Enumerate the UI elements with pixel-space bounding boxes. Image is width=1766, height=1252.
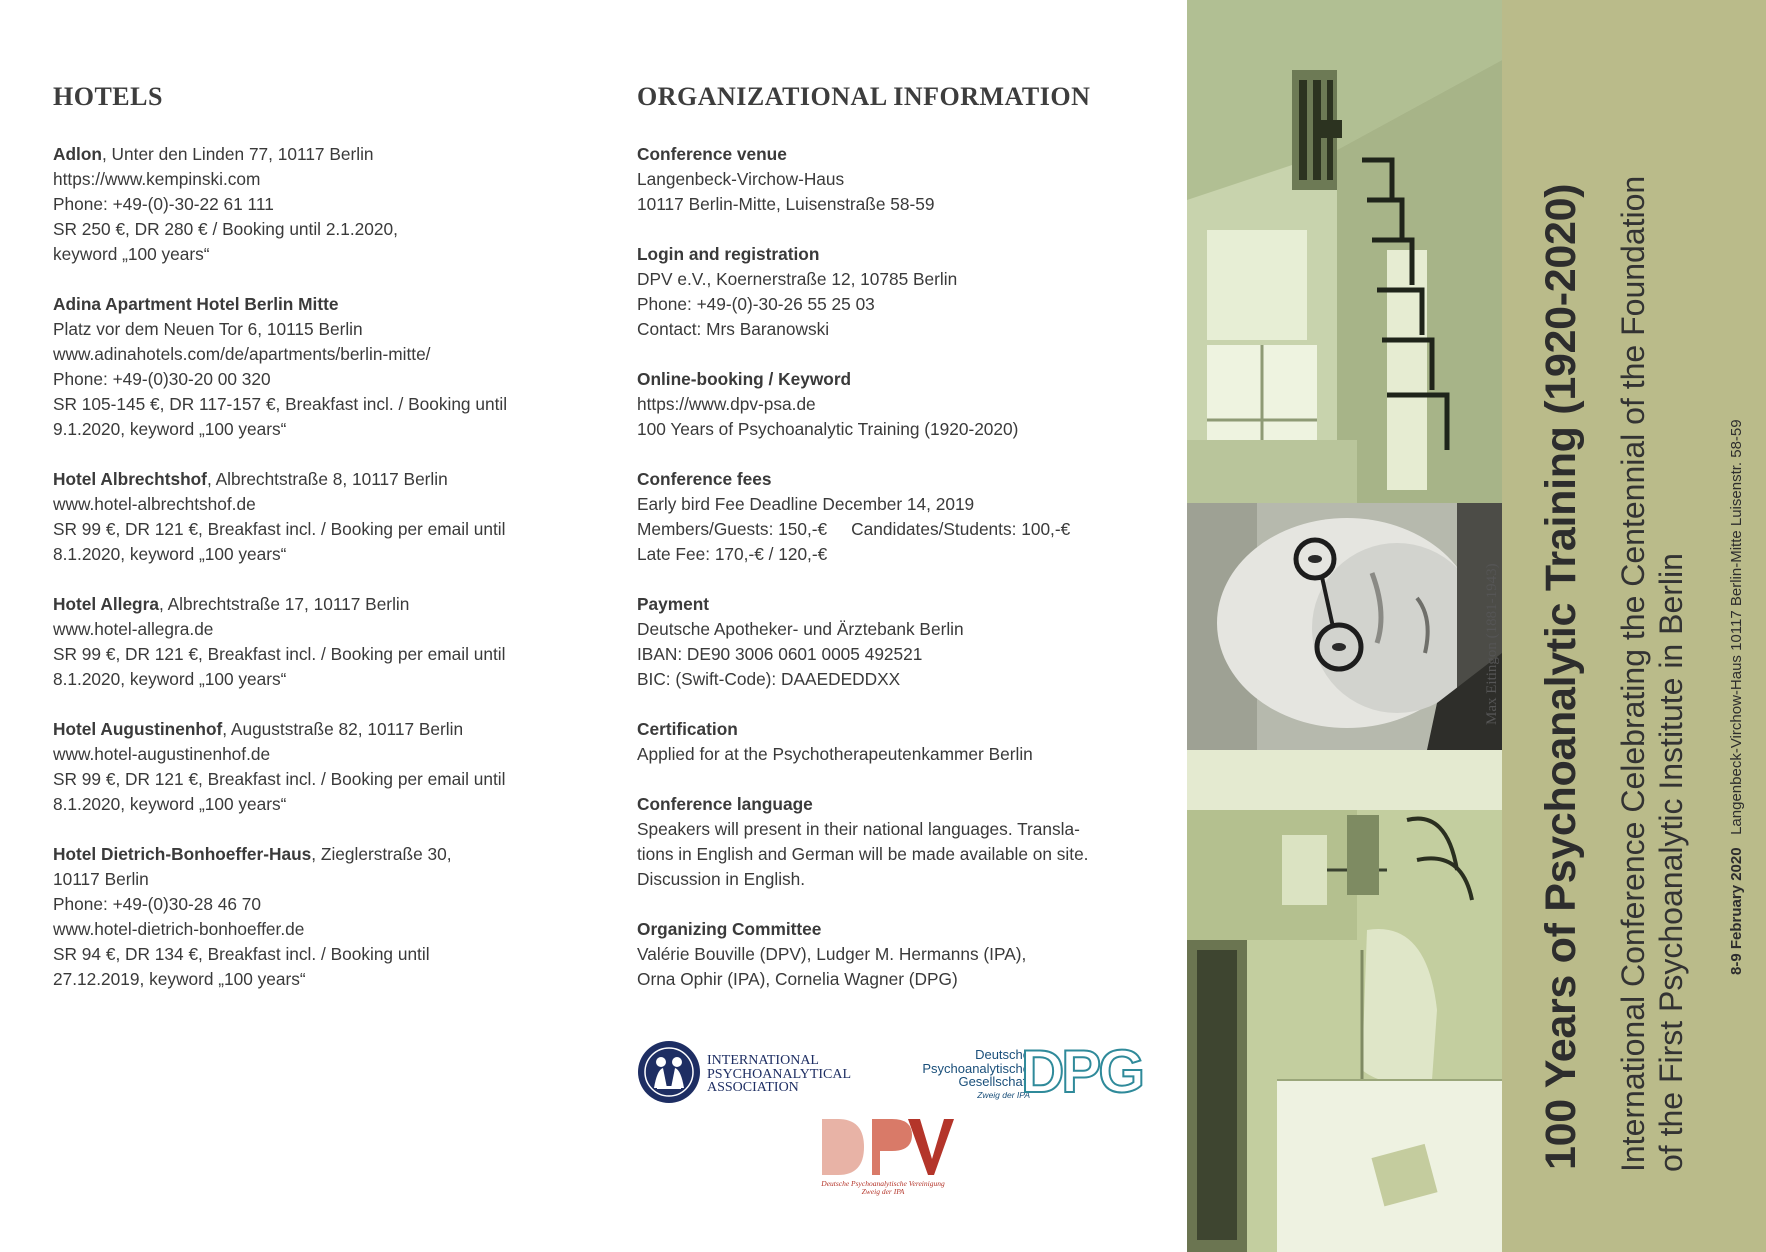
hotel-url[interactable]: www.hotel-albrechtshof.de	[53, 494, 256, 514]
dpg-logo-text: Deutsche Psychoanalytische Gesellschaft Zweig der IPA	[922, 1047, 1030, 1100]
dpv-mark-icon	[808, 1115, 958, 1179]
interior-image	[1187, 750, 1502, 1252]
hotel-name: Hotel Augustinenhof	[53, 719, 223, 739]
hotel-rates: SR 250 €, DR 280 € / Booking until 2.1.2020,	[53, 219, 398, 239]
section-title: Login and registration	[637, 244, 820, 264]
hotel-keyword: keyword „100 years“	[53, 244, 210, 264]
dpv-logo	[808, 1115, 958, 1195]
hotel-entry-augustinenhof	[53, 717, 573, 817]
room-photo	[1187, 0, 1502, 503]
section-title: Certification	[637, 719, 738, 739]
hotel-keyword: 8.1.2020, keyword „100 years“	[53, 794, 287, 814]
venue-name: Langenbeck-Virchow-Haus	[637, 169, 845, 189]
hotel-name: Hotel Albrechtshof	[53, 469, 207, 489]
section-title: Conference venue	[637, 144, 787, 164]
hotel-name: Adina Apartment Hotel Berlin Mitte	[53, 294, 339, 314]
hotel-url[interactable]: www.hotel-augustinenhof.de	[53, 744, 271, 764]
cover-venue: Langenbeck-Virchow-Haus 10117 Berlin-Mitte Luisenstr. 58-59	[1728, 419, 1745, 835]
login-phone: Phone: +49-(0)-30-26 55 25 03	[637, 294, 875, 314]
fees-late: Late Fee: 170,-€ / 120,-€	[637, 544, 828, 564]
hotel-name: Adlon	[53, 144, 102, 164]
certification-text: Applied for at the Psychotherapeutenkammer Berlin	[637, 744, 1033, 764]
hotel-url[interactable]: https://www.kempinski.com	[53, 169, 261, 189]
portrait-image	[1187, 503, 1502, 750]
section-title: Payment	[637, 594, 710, 614]
dpv-logo-text: Deutsche Psychoanalytische Vereinigung Zweig der IPA	[821, 1179, 945, 1196]
language-text: Speakers will present in their national languages. Transla-	[637, 819, 1080, 839]
cover-date: 8-9 February 2020	[1728, 847, 1745, 975]
ipa-logo-text: INTERNATIONAL PSYCHOANALYTICAL ASSOCIATION	[707, 1053, 852, 1095]
dpg-mark: DPG	[1020, 1038, 1142, 1105]
hotel-phone: Phone: +49-(0)-30-22 61 111	[53, 194, 274, 214]
dpg-logo	[912, 1038, 1142, 1105]
online-url[interactable]: https://www.dpv-psa.de	[637, 394, 816, 414]
hotel-phone: Phone: +49-(0)30-20 00 320	[53, 369, 271, 389]
org-column	[637, 78, 1157, 1017]
org-online	[637, 367, 1157, 442]
hotel-address: , Albrechtstraße 8, 10117 Berlin	[206, 469, 448, 489]
ipa-emblem-icon	[637, 1040, 701, 1104]
org-committee	[637, 917, 1157, 992]
fees-row	[637, 517, 1157, 542]
venue-address: 10117 Berlin-Mitte, Luisenstraße 58-59	[637, 194, 935, 214]
hotel-address: , Zieglerstraße 30,	[311, 844, 452, 864]
online-keyword: 100 Years of Psychoanalytic Training (1920-2020)	[637, 419, 1019, 439]
login-address: DPV e.V., Koernerstraße 12, 10785 Berlin	[637, 269, 958, 289]
payment-iban: IBAN: DE90 3006 0601 0005 492521	[637, 644, 923, 664]
hotel-entry-adina	[53, 292, 573, 442]
portrait-photo	[1187, 503, 1502, 750]
hotel-url[interactable]: www.adinahotels.com/de/apartments/berlin-mitte/	[53, 344, 431, 364]
section-title: Conference language	[637, 794, 813, 814]
org-language	[637, 792, 1157, 892]
hotel-name: Hotel Dietrich-Bonhoeffer-Haus	[53, 844, 312, 864]
cover-date-venue	[1728, 419, 1745, 975]
hotel-keyword: 27.12.2019, keyword „100 years“	[53, 969, 306, 989]
hotel-rates: SR 99 €, DR 121 €, Breakfast incl. / Booking per email until	[53, 519, 506, 539]
org-heading: ORGANIZATIONAL INFORMATION	[637, 82, 1091, 111]
language-text: tions in English and German will be made available on site.	[637, 844, 1089, 864]
portrait-caption: Max Eitingon (1881-1943)	[1484, 563, 1500, 725]
section-title: Online-booking / Keyword	[637, 369, 852, 389]
hotel-rates: SR 105-145 €, DR 117-157 €, Breakfast incl. / Booking until	[53, 394, 508, 414]
org-login	[637, 242, 1157, 342]
payment-bank: Deutsche Apotheker- und Ärztebank Berlin	[637, 619, 964, 639]
hotel-url[interactable]: www.hotel-allegra.de	[53, 619, 214, 639]
hotel-entry-bonhoeffer	[53, 842, 573, 992]
org-venue	[637, 142, 1157, 217]
fees-early: Early bird Fee Deadline December 14, 2019	[637, 494, 975, 514]
interior-photo	[1187, 750, 1502, 1252]
fees-members: Members/Guests: 150,-€	[637, 519, 828, 539]
section-title: Organizing Committee	[637, 919, 822, 939]
org-certification	[637, 717, 1157, 767]
hotel-phone: Phone: +49-(0)30-28 46 70	[53, 894, 262, 914]
section-title: Conference fees	[637, 469, 772, 489]
ipa-logo	[637, 1040, 867, 1106]
hotel-keyword: 9.1.2020, keyword „100 years“	[53, 419, 287, 439]
language-text: Discussion in English.	[637, 869, 806, 889]
cover-title: 100 Years of Psychoanalytic Training (1920-2020)	[1537, 183, 1585, 1170]
hotel-rates: SR 99 €, DR 121 €, Breakfast incl. / Booking per email until	[53, 769, 506, 789]
hotel-address: , Albrechtstraße 17, 10117 Berlin	[158, 594, 410, 614]
hotel-entry-allegra	[53, 592, 573, 692]
hotel-address: , Auguststraße 82, 10117 Berlin	[222, 719, 464, 739]
hotel-keyword: 8.1.2020, keyword „100 years“	[53, 669, 287, 689]
committee-members: Valérie Bouville (DPV), Ludger M. Hermanns (IPA),	[637, 944, 1027, 964]
org-payment	[637, 592, 1157, 692]
committee-members: Orna Ophir (IPA), Cornelia Wagner (DPG)	[637, 969, 958, 989]
hotels-column	[53, 78, 573, 1017]
hotel-rates: SR 94 €, DR 134 €, Breakfast incl. / Booking until	[53, 944, 430, 964]
hotel-city: 10117 Berlin	[53, 869, 149, 889]
room-photo-image	[1187, 0, 1502, 503]
hotel-entry-adlon	[53, 142, 573, 267]
hotel-keyword: 8.1.2020, keyword „100 years“	[53, 544, 287, 564]
hotel-rates: SR 99 €, DR 121 €, Breakfast incl. / Booking per email until	[53, 644, 506, 664]
org-fees	[637, 467, 1157, 567]
cover-subtitle: International Conference Celebrating the Centennial of the Foundation of the First Psychoanalytic Institute in Berlin	[1615, 175, 1689, 1172]
payment-bic: BIC: (Swift-Code): DAAEDEDDXX	[637, 669, 901, 689]
hotels-heading: HOTELS	[53, 82, 163, 111]
hotel-street: Platz vor dem Neuen Tor 6, 10115 Berlin	[53, 319, 363, 339]
hotel-entry-albrechtshof	[53, 467, 573, 567]
hotel-url[interactable]: www.hotel-dietrich-bonhoeffer.de	[53, 919, 305, 939]
photo-strip	[1187, 0, 1502, 1252]
hotel-name: Hotel Allegra	[53, 594, 159, 614]
login-contact: Contact: Mrs Baranowski	[637, 319, 830, 339]
hotel-address: , Unter den Linden 77, 10117 Berlin	[101, 144, 374, 164]
fees-candidates: Candidates/Students: 100,-€	[851, 519, 1071, 539]
